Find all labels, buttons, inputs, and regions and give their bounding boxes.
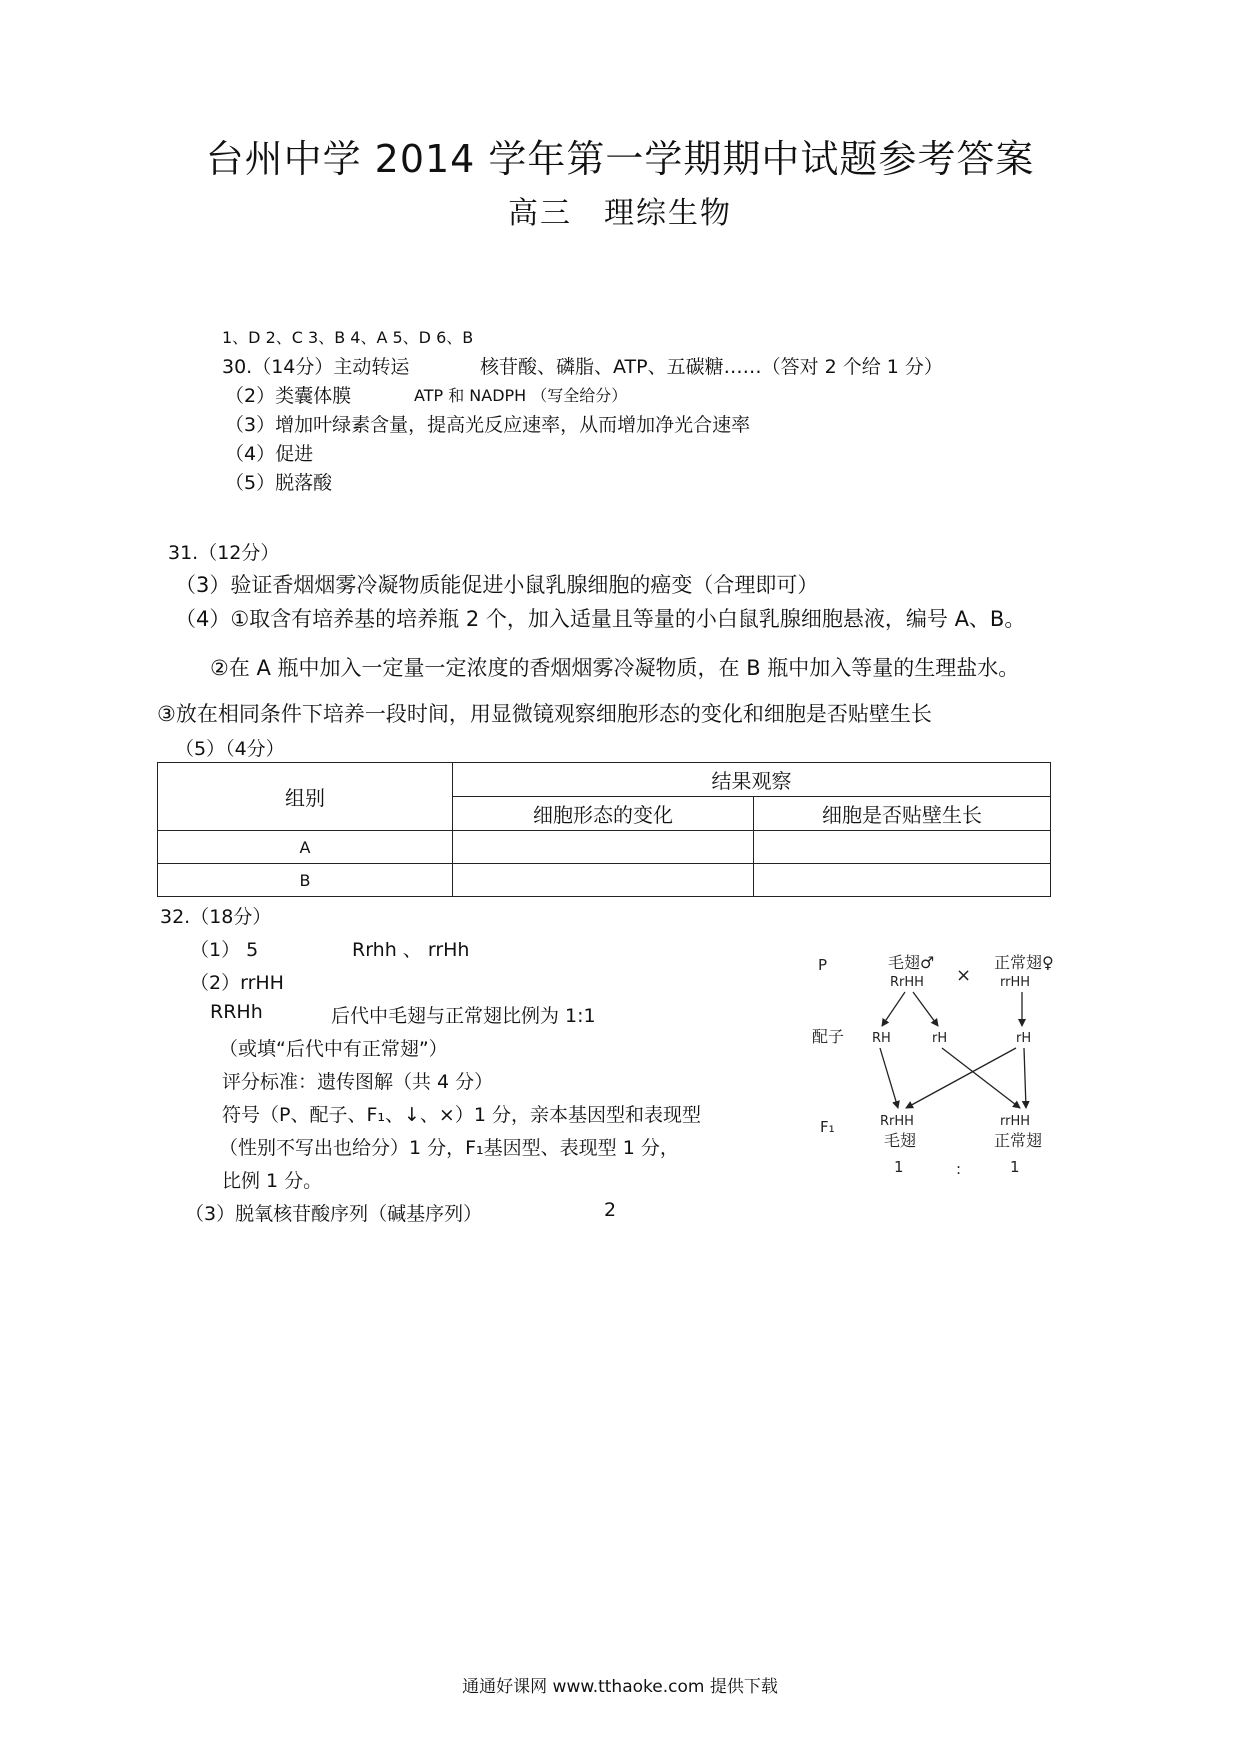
q32-part2-a: （2）rrHH xyxy=(190,972,284,994)
q32-part2-h: 比例 1 分。 xyxy=(222,1170,323,1192)
q32-heading: 32.（18分） xyxy=(160,906,272,928)
table-row-label: B xyxy=(158,864,453,897)
q31-part4-step1: （4）①取含有培养基的培养瓶 2 个，加入适量且等量的小白鼠乳腺细胞悬液，编号 A、B。 xyxy=(175,607,1026,631)
q32-part1-a: （1） 5 xyxy=(190,939,259,961)
diagram-cross-symbol: × xyxy=(956,965,972,986)
table-row-label: A xyxy=(158,831,453,864)
diagram-offspring2-phenotype: 正常翅 xyxy=(994,1131,1043,1150)
diagram-arrow xyxy=(1024,1048,1026,1108)
genetic-cross-diagram xyxy=(810,948,1070,1188)
diagram-parent1-genotype: RrHH xyxy=(890,975,924,990)
diagram-arrow xyxy=(913,992,938,1026)
q31-part4-step3: ③放在相同条件下培养一段时间，用显微镜观察细胞形态的变化和细胞是否贴壁生长 xyxy=(157,702,932,726)
q32-part2-d: （或填“后代中有正常翅”） xyxy=(219,1038,448,1060)
table-header-result: 结果观察 xyxy=(453,763,1051,797)
diagram-ratio-1: 1 xyxy=(894,1158,904,1176)
q32-part2-b: RRHh xyxy=(210,1001,263,1023)
diagram-offspring2-genotype: rrHH xyxy=(1000,1114,1031,1129)
table-row xyxy=(158,831,1051,864)
table-subheader-morphology: 细胞形态的变化 xyxy=(453,797,754,831)
diagram-gamete-3: rH xyxy=(1016,1031,1032,1046)
diagram-ratio-2: 1 xyxy=(1010,1158,1020,1176)
q30-line3: （3）增加叶绿素含量，提高光反应速率，从而增加净光合速率 xyxy=(225,414,751,436)
footer-note: 通通好课网 www.tthaoke.com 提供下载 xyxy=(462,1677,778,1697)
q31-part5: （5）（4分） xyxy=(175,738,285,760)
q30-line1-b: 核苷酸、磷脂、ATP、五碳糖……（答对 2 个给 1 分） xyxy=(480,356,943,378)
q30-line5: （5）脱落酸 xyxy=(225,472,333,494)
diagram-gamete-2: rH xyxy=(932,1031,948,1046)
choice-answers: 1、D 2、C 3、B 4、A 5、D 6、B xyxy=(222,328,474,347)
q32-part2-g: （性别不写出也给分）1 分，F₁基因型、表现型 1 分， xyxy=(219,1137,679,1159)
diagram-parent2-phenotype: 正常翅♀ xyxy=(994,953,1054,972)
diagram-arrow xyxy=(882,992,905,1026)
page-subtitle: 高三 理综生物 xyxy=(508,196,732,231)
q32-part3-a: （3）脱氧核苷酸序列（碱基序列） xyxy=(185,1203,483,1225)
diagram-parent1-phenotype: 毛翅♂ xyxy=(888,953,935,972)
diagram-parent2-genotype: rrHH xyxy=(1000,975,1031,990)
q32-part2-f: 符号（P、配子、F₁、↓、×）1 分，亲本基因型和表现型 xyxy=(222,1104,701,1126)
diagram-arrow xyxy=(942,1048,1020,1108)
diagram-gamete-label: 配子 xyxy=(812,1027,845,1046)
diagram-arrow xyxy=(906,1048,1016,1108)
q30-line4: （4）促进 xyxy=(225,443,314,465)
diagram-f1-label: F₁ xyxy=(820,1118,835,1136)
table-header-group: 组别 xyxy=(158,763,453,831)
page-title: 台州中学 2014 学年第一学期期中试题参考答案 xyxy=(205,137,1035,181)
q32-part2-e: 评分标准：遗传图解（共 4 分） xyxy=(222,1071,494,1093)
table-cell xyxy=(453,864,754,897)
table-cell xyxy=(754,864,1051,897)
q32-part1-b: Rrhh 、 rrHh xyxy=(352,939,470,961)
table-subheader-adherence: 细胞是否贴壁生长 xyxy=(754,797,1051,831)
q31-heading: 31.（12分） xyxy=(168,542,280,564)
q32-part2-c: 后代中毛翅与正常翅比例为 1:1 xyxy=(331,1005,596,1027)
diagram-ratio-colon: : xyxy=(956,1160,962,1178)
q31-part4-step2: ②在 A 瓶中加入一定量一定浓度的香烟烟雾冷凝物质，在 B 瓶中加入等量的生理盐水。 xyxy=(210,656,1020,680)
q30-line2-a: （2）类囊体膜 xyxy=(225,385,352,407)
table-row xyxy=(158,864,1051,897)
diagram-offspring1-genotype: RrHH xyxy=(880,1114,914,1129)
q32-part3-b: 2 xyxy=(604,1199,617,1221)
q30-line2-b: ATP 和 NADPH （写全给分） xyxy=(414,386,628,405)
diagram-arrow xyxy=(880,1048,898,1108)
diagram-p-label: P xyxy=(818,956,828,974)
table-cell xyxy=(754,831,1051,864)
q31-part3: （3）验证香烟烟雾冷凝物质能促进小鼠乳腺细胞的癌变（合理即可） xyxy=(175,573,819,597)
diagram-offspring1-phenotype: 毛翅 xyxy=(884,1131,917,1150)
result-table xyxy=(157,762,1051,897)
diagram-gamete-1: RH xyxy=(872,1031,891,1046)
q30-line1-a: 30.（14分）主动转运 xyxy=(222,356,410,378)
table-cell xyxy=(453,831,754,864)
